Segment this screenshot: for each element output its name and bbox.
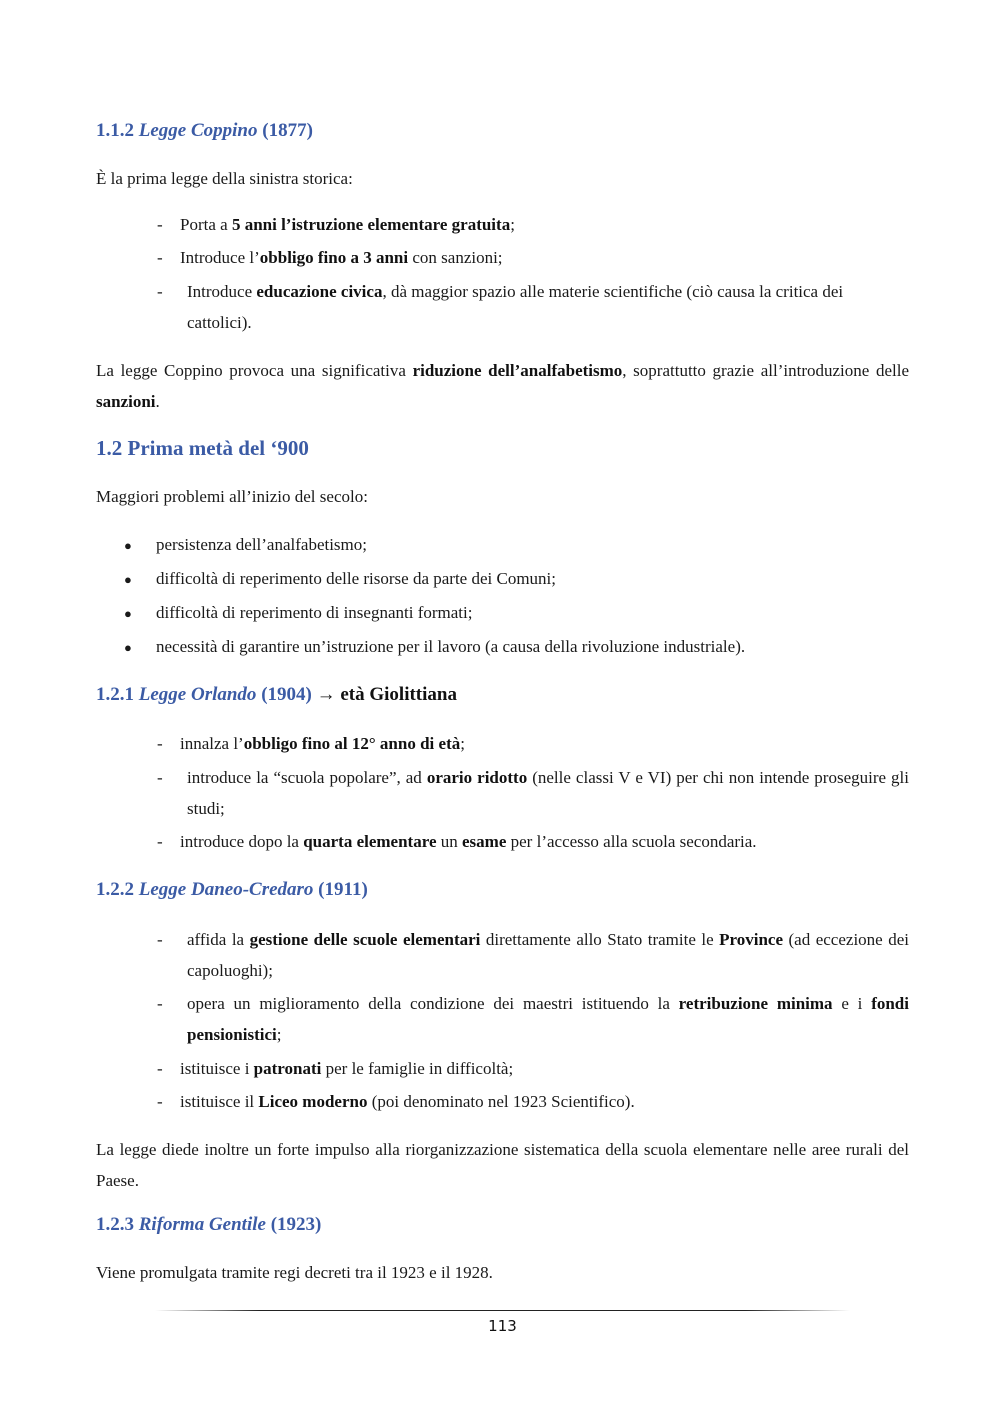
- heading-legge-coppino: [96, 118, 909, 144]
- bold-text: retribuzione minima: [678, 994, 833, 1013]
- text: innalza l’: [180, 734, 244, 753]
- list-item: [157, 826, 909, 857]
- list-item: [157, 924, 909, 986]
- dash-marker-icon: -: [157, 768, 163, 787]
- dash-marker-icon: -: [157, 248, 163, 267]
- bold-text: obbligo fino a 3 anni: [259, 248, 409, 267]
- dash-marker-icon: -: [157, 1092, 163, 1111]
- text: 1.2.2: [96, 879, 139, 900]
- list-item: [157, 1053, 909, 1084]
- text: affida la: [187, 930, 250, 949]
- dash-marker-icon: -: [157, 282, 163, 301]
- text: , soprattutto grazie all’introduzione delle: [622, 361, 909, 380]
- text: ;: [460, 734, 465, 753]
- list-item: [157, 762, 909, 824]
- list-item: [157, 276, 909, 338]
- heading-riforma-gentile: [96, 1212, 909, 1238]
- text: (ad eccezione dei capoluoghi);: [187, 930, 909, 980]
- text: Viene promulgata tramite regi decreti tra il 1923 e il 1928.: [96, 1263, 493, 1282]
- bold-text: educazione civica: [256, 282, 383, 301]
- list-item: [157, 209, 909, 240]
- bold-text: esame: [462, 832, 507, 851]
- dash-marker-icon: -: [157, 930, 163, 949]
- list-item: [157, 728, 909, 759]
- paragraph: [96, 163, 909, 194]
- italic-text: Legge Daneo-Credaro: [138, 879, 314, 900]
- text: La legge Coppino provoca una significativa: [96, 361, 413, 380]
- text: difficoltà di reperimento delle risorse da parte dei Comuni;: [156, 569, 557, 588]
- bold-text: patronati: [253, 1059, 322, 1078]
- text: istituisce i: [180, 1059, 254, 1078]
- text: (poi denominato nel 1923 Scientifico).: [367, 1092, 635, 1111]
- italic-text: Legge Coppino: [138, 120, 258, 141]
- bullet-item: [124, 631, 909, 663]
- text: introduce la “scuola popolare”, ad: [187, 768, 427, 787]
- text: .: [155, 392, 160, 411]
- text: per le famiglie in difficoltà;: [321, 1059, 514, 1078]
- list-item: [157, 242, 909, 273]
- italic-text: Legge Orlando: [138, 684, 257, 705]
- text: 1.2 Prima metà del ‘900: [96, 436, 309, 460]
- list-item: [157, 1086, 909, 1117]
- text: ;: [276, 1025, 282, 1044]
- text: con sanzioni;: [408, 248, 503, 267]
- bold-text: fondi pensionistici: [187, 994, 909, 1044]
- text: istituisce il: [180, 1092, 259, 1111]
- bullet-icon: ●: [124, 640, 132, 655]
- text: Introduce: [187, 282, 257, 301]
- bold-text: riduzione dell’analfabetismo: [412, 361, 623, 380]
- text: un: [436, 832, 463, 851]
- text: La legge diede inoltre un forte impulso alla riorganizzazione sistematica della scuola elementare nelle aree rurali del Paese.: [96, 1140, 909, 1190]
- bullet-icon: ●: [124, 606, 132, 621]
- heading-prima-meta-900: [96, 434, 909, 462]
- text: (1877): [257, 120, 313, 141]
- text: direttamente allo Stato tramite le: [480, 930, 720, 949]
- text: (1904): [256, 684, 317, 705]
- text: È la prima legge della sinistra storica:: [96, 169, 353, 188]
- bold-text: quarta elementare: [303, 832, 437, 851]
- dash-marker-icon: -: [157, 734, 163, 753]
- text: opera un miglioramento della condizione dei maestri istituendo la: [187, 994, 679, 1013]
- text: introduce dopo la: [180, 832, 304, 851]
- list-item: [157, 988, 909, 1050]
- bold-text: orario ridotto: [426, 768, 528, 787]
- text: (1923): [265, 1214, 322, 1235]
- text: 1.1.2: [96, 120, 139, 141]
- bold-text: obbligo fino al 12° anno di età: [243, 734, 461, 753]
- text: ;: [510, 215, 515, 234]
- dash-marker-icon: -: [157, 994, 163, 1013]
- bullet-item: [124, 597, 909, 629]
- paragraph: [96, 1257, 909, 1288]
- text: 1.2.1: [96, 684, 139, 705]
- bold-text: 5 anni l’istruzione elementare gratuita: [231, 215, 511, 234]
- dash-marker-icon: -: [157, 1059, 163, 1078]
- bullet-item: [124, 529, 909, 561]
- bold-text: gestione delle scuole elementari: [249, 930, 481, 949]
- bold-text: sanzioni: [96, 392, 156, 411]
- text: per l’accesso alla scuola secondaria.: [506, 832, 757, 851]
- text: Porta a: [180, 215, 232, 234]
- text: (nelle classi V e VI) per chi non intende proseguire gli studi;: [187, 768, 910, 818]
- page-number: 113: [488, 1317, 517, 1335]
- text: 1.2.3: [96, 1214, 139, 1235]
- footer-divider: [155, 1310, 850, 1311]
- heading-legge-orlando: [96, 682, 909, 708]
- paragraph: [96, 481, 909, 512]
- text: necessità di garantire un’istruzione per il lavoro (a causa della rivoluzione industriale).: [156, 637, 746, 656]
- text: persistenza dell’analfabetismo;: [156, 535, 367, 554]
- bullet-item: [124, 563, 909, 595]
- paragraph: [96, 1134, 909, 1196]
- text: (1911): [313, 879, 368, 900]
- dash-marker-icon: -: [157, 832, 163, 851]
- paragraph: [96, 355, 909, 417]
- bullet-icon: ●: [124, 538, 132, 553]
- italic-text: Riforma Gentile: [138, 1214, 266, 1235]
- heading-legge-daneo-credaro: [96, 877, 909, 903]
- text: Introduce l’: [180, 248, 260, 267]
- text: , dà maggior spazio alle materie scientifiche (ciò causa la critica dei cattolici).: [187, 282, 844, 332]
- text: Maggiori problemi all’inizio del secolo:: [96, 487, 368, 506]
- dash-marker-icon: -: [157, 215, 163, 234]
- bold-text: Liceo moderno: [258, 1092, 368, 1111]
- bold-text: → età Giolittiana: [316, 684, 457, 705]
- text: difficoltà di reperimento di insegnanti formati;: [156, 603, 473, 622]
- bullet-icon: ●: [124, 572, 132, 587]
- text: e i: [832, 994, 872, 1013]
- bold-text: Province: [719, 930, 784, 949]
